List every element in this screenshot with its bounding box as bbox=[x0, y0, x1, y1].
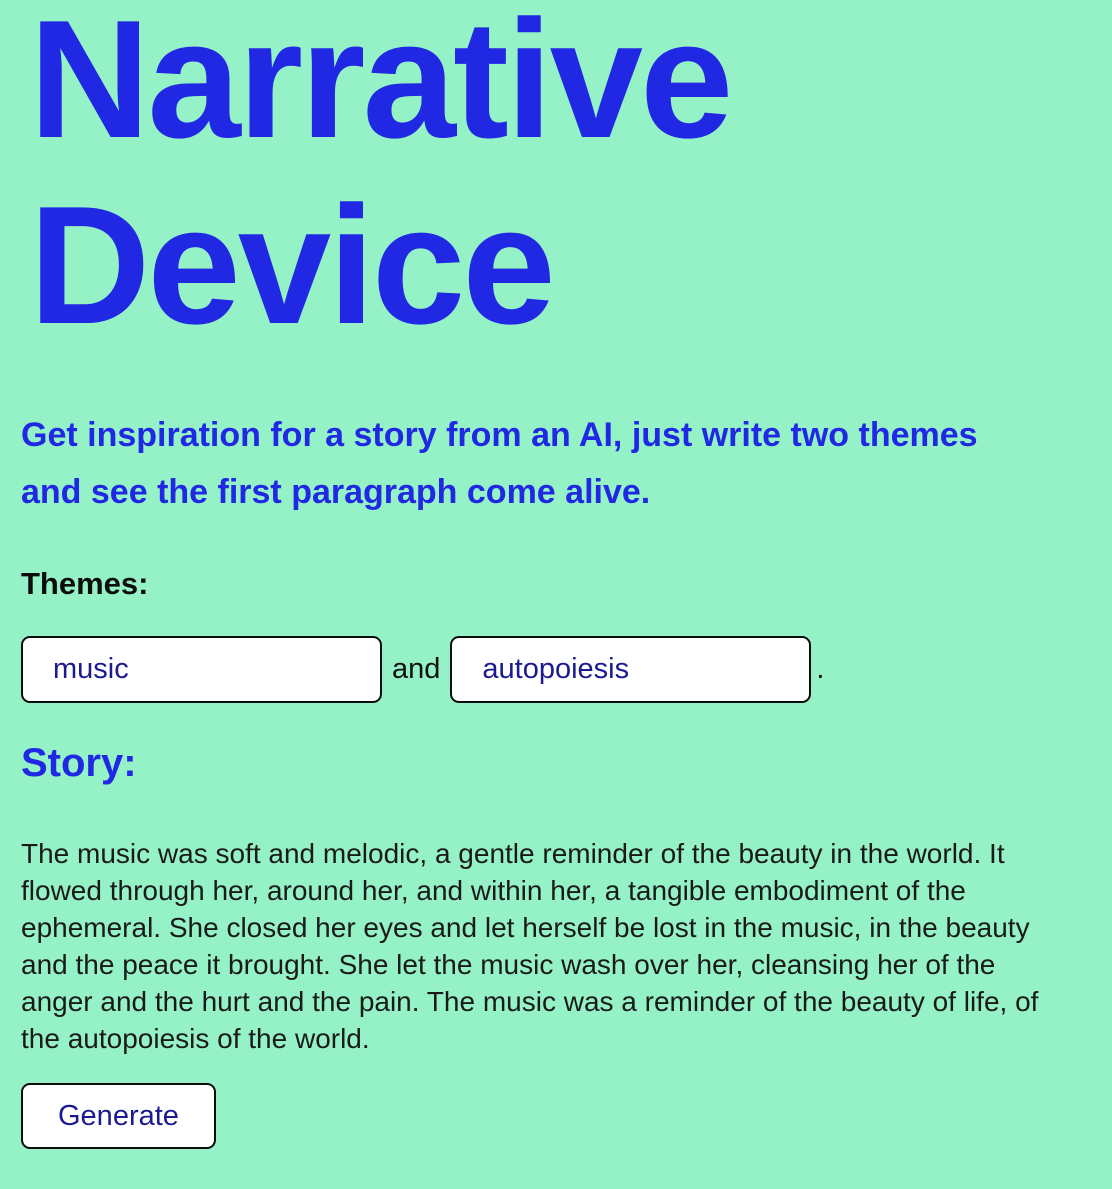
conjunction-text: and bbox=[392, 653, 441, 686]
period-text: . bbox=[816, 653, 825, 686]
page-subtitle: Get inspiration for a story from an AI, just write two themes and see the first paragraph come alive. bbox=[21, 415, 978, 512]
story-label: Story: bbox=[21, 741, 137, 786]
theme1-input[interactable] bbox=[21, 636, 382, 703]
themes-label: Themes: bbox=[21, 566, 149, 602]
story-text: The music was soft and melodic, a gentle reminder of the beauty in the world. It flowed through her, around her, and within her, a tangible embodiment of the ephemeral. She closed her eyes and let herself be lost in the music, in the beauty and the peace it brought. She let the music wash over her, cleansing her of the anger and the hurt and the pain. The music was a reminder of the beauty of life, of the autopoiesis of the world. bbox=[21, 838, 1039, 1055]
theme2-input[interactable] bbox=[450, 636, 811, 703]
page-title: Narrative Device bbox=[29, 0, 731, 360]
generate-button[interactable]: Generate bbox=[21, 1083, 216, 1149]
themes-row bbox=[21, 636, 1091, 703]
